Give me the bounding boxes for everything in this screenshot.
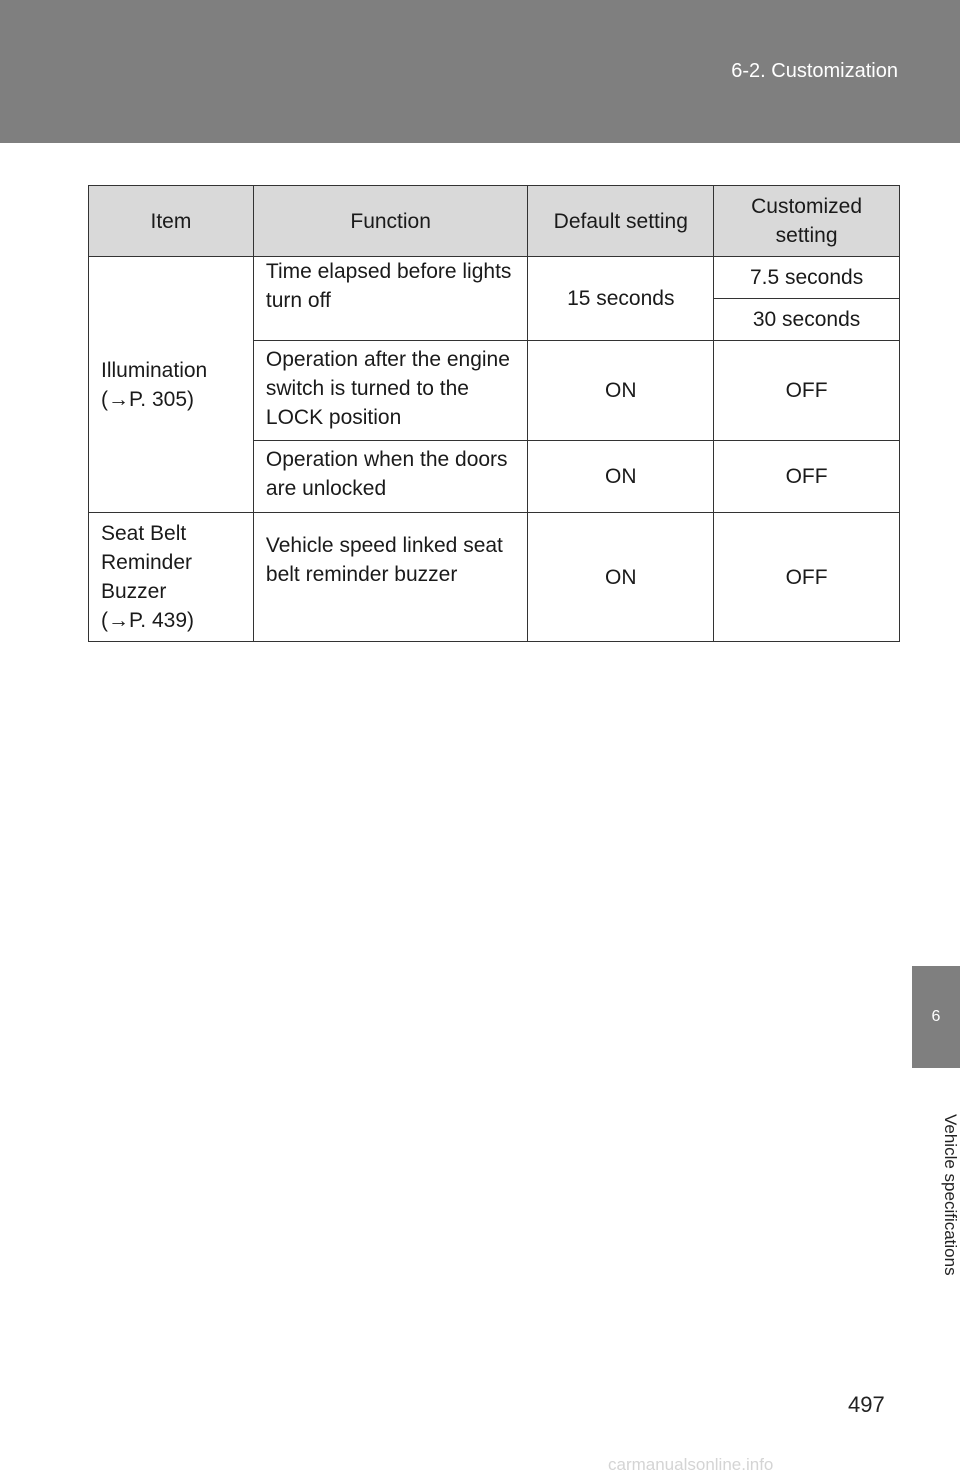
item-seat-belt-ref: (→P. 439) xyxy=(101,609,194,632)
header-function: Function xyxy=(253,186,528,257)
header-item: Item xyxy=(89,186,254,257)
page-header xyxy=(0,0,960,143)
default-time-elapsed: 15 seconds xyxy=(528,257,714,341)
chapter-tab xyxy=(912,966,960,1068)
default-doors-unlocked: ON xyxy=(528,441,714,513)
item-illumination-ref: (→P. 305) xyxy=(101,387,194,411)
default-after-engine-switch: ON xyxy=(528,341,714,441)
default-seat-belt-buzzer: ON xyxy=(528,513,714,642)
custom-time-elapsed-2: 30 seconds xyxy=(714,299,900,341)
item-illumination-name: Illumination xyxy=(101,358,208,382)
item-seat-belt xyxy=(89,513,254,642)
table-header-row xyxy=(89,186,900,257)
function-doors-unlocked: Operation when the doors are unlocked xyxy=(253,441,528,513)
section-title: 6-2. Customization xyxy=(731,60,898,82)
item-seat-belt-line1: Seat Belt xyxy=(101,522,187,545)
customization-table xyxy=(88,185,900,642)
table-row xyxy=(89,257,900,299)
item-illumination xyxy=(89,257,254,513)
chapter-label: Vehicle specifications xyxy=(941,1114,960,1276)
item-seat-belt-line3: Buzzer xyxy=(101,580,167,603)
custom-time-elapsed-1: 7.5 seconds xyxy=(714,257,900,299)
item-seat-belt-line2: Reminder xyxy=(101,551,193,574)
function-time-elapsed: Time elapsed before lights turn off xyxy=(253,257,528,341)
custom-seat-belt-buzzer: OFF xyxy=(714,513,900,642)
header-default-setting: Default setting xyxy=(528,186,714,257)
custom-after-engine-switch: OFF xyxy=(714,341,900,441)
page-number: 497 xyxy=(848,1392,885,1417)
custom-doors-unlocked: OFF xyxy=(714,441,900,513)
table-row xyxy=(89,513,900,642)
function-after-engine-switch: Operation after the engine switch is turned to the LOCK position xyxy=(253,341,528,441)
chapter-number: 6 xyxy=(931,1008,941,1025)
watermark: carmanualsonline.info xyxy=(608,1455,774,1474)
function-seat-belt-buzzer: Vehicle speed linked seat belt reminder buzzer xyxy=(253,513,528,642)
header-customized-setting: Customized setting xyxy=(714,186,900,257)
